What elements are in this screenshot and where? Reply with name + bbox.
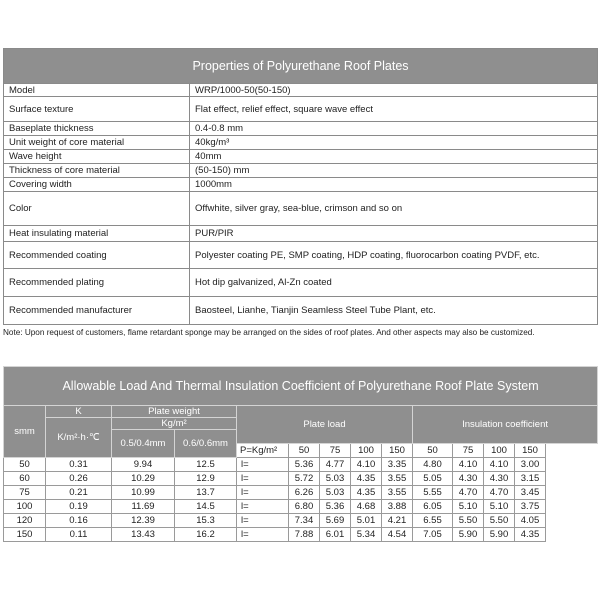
property-row-coating: [4, 242, 598, 269]
cell-ins: 4.30: [484, 472, 515, 486]
property-label: Covering width: [4, 178, 190, 192]
property-label: Model: [4, 84, 190, 97]
properties-table: [3, 48, 598, 325]
cell-ins: 4.10: [484, 458, 515, 472]
property-label: Wave height: [4, 150, 190, 164]
cell-smm: 120: [4, 514, 46, 528]
cell-ins: 5.55: [413, 486, 453, 500]
header-thickness-a: 0.5/0.4mm: [112, 430, 175, 458]
cell-ins: 5.05: [413, 472, 453, 486]
property-row-baseplate-thickness: [4, 122, 598, 136]
cell-weight-a: 10.99: [112, 486, 175, 500]
cell-load: 6.26: [289, 486, 320, 500]
header-k-unit: K/m²·h·℃: [46, 418, 112, 458]
header-p-unit: P=Kg/m²: [237, 444, 289, 458]
load-table-title: Allowable Load And Thermal Insulation Coefficient of Polyurethane Roof Plate System: [4, 367, 598, 406]
cell-k: 0.11: [46, 528, 112, 542]
cell-smm: 60: [4, 472, 46, 486]
cell-load: 5.69: [320, 514, 351, 528]
cell-load: 3.55: [382, 472, 413, 486]
property-row-covering-width: [4, 178, 598, 192]
property-row-wave-height: [4, 150, 598, 164]
cell-ins: 3.15: [515, 472, 546, 486]
cell-load: 3.55: [382, 486, 413, 500]
property-value: 0.4-0.8 mm: [190, 122, 598, 136]
cell-ins: 5.50: [453, 514, 484, 528]
property-label: Color: [4, 192, 190, 226]
cell-ins: 6.55: [413, 514, 453, 528]
property-label: Unit weight of core material: [4, 136, 190, 150]
header-ins-span: 50: [413, 444, 453, 458]
cell-load: 4.10: [351, 458, 382, 472]
table-row: [4, 500, 598, 514]
property-value: (50-150) mm: [190, 164, 598, 178]
properties-title: Properties of Polyurethane Roof Plates: [4, 49, 598, 84]
cell-weight-a: 12.39: [112, 514, 175, 528]
cell-ins: 4.70: [484, 486, 515, 500]
cell-ins: 4.30: [453, 472, 484, 486]
cell-l: l=: [237, 458, 289, 472]
property-row-surface-texture: [4, 97, 598, 122]
property-row-unit-weight: [4, 136, 598, 150]
cell-l: l=: [237, 528, 289, 542]
cell-ins: 5.90: [453, 528, 484, 542]
property-value: WRP/1000-50(50-150): [190, 84, 598, 97]
property-value: 40mm: [190, 150, 598, 164]
property-value: Baosteel, Lianhe, Tianjin Seamless Steel Tube Plant, etc.: [190, 297, 598, 325]
property-value: Flat effect, relief effect, square wave effect: [190, 97, 598, 122]
property-label: Recommended manufacturer: [4, 297, 190, 325]
header-plate-weight-unit: Kg/m²: [112, 418, 237, 430]
cell-load: 3.88: [382, 500, 413, 514]
cell-k: 0.21: [46, 486, 112, 500]
header-load-span: 50: [289, 444, 320, 458]
header-plate-weight: Plate weight: [112, 406, 237, 418]
cell-weight-a: 11.69: [112, 500, 175, 514]
header-thickness-b: 0.6/0.6mm: [175, 430, 237, 458]
cell-load: 5.03: [320, 472, 351, 486]
property-label: Thickness of core material: [4, 164, 190, 178]
cell-smm: 75: [4, 486, 46, 500]
cell-load: 5.36: [320, 500, 351, 514]
cell-load: 5.72: [289, 472, 320, 486]
cell-smm: 50: [4, 458, 46, 472]
cell-ins: 3.00: [515, 458, 546, 472]
cell-load: 4.21: [382, 514, 413, 528]
cell-load: 5.01: [351, 514, 382, 528]
property-value: Hot dip galvanized, Al-Zn coated: [190, 269, 598, 297]
cell-smm: 150: [4, 528, 46, 542]
property-row-core-thickness: [4, 164, 598, 178]
cell-k: 0.26: [46, 472, 112, 486]
cell-l: l=: [237, 486, 289, 500]
property-value: 40kg/m³: [190, 136, 598, 150]
header-plate-load: Plate load: [237, 406, 413, 444]
table-row: [4, 472, 598, 486]
table-row: [4, 458, 598, 472]
cell-ins: 4.35: [515, 528, 546, 542]
cell-load: 3.35: [382, 458, 413, 472]
property-row-color: [4, 192, 598, 226]
cell-ins: 5.50: [484, 514, 515, 528]
cell-ins: 4.10: [453, 458, 484, 472]
cell-load: 4.68: [351, 500, 382, 514]
cell-load: 6.80: [289, 500, 320, 514]
cell-l: l=: [237, 500, 289, 514]
cell-k: 0.31: [46, 458, 112, 472]
header-load-span: 150: [382, 444, 413, 458]
header-smm: smm: [4, 406, 46, 458]
header-ins-span: 100: [484, 444, 515, 458]
cell-l: l=: [237, 472, 289, 486]
header-insulation-coefficient: Insulation coefficient: [413, 406, 598, 444]
cell-load: 4.77: [320, 458, 351, 472]
cell-load: 7.88: [289, 528, 320, 542]
property-label: Recommended coating: [4, 242, 190, 269]
cell-weight-b: 13.7: [175, 486, 237, 500]
cell-ins: 3.45: [515, 486, 546, 500]
cell-ins: 5.10: [453, 500, 484, 514]
cell-k: 0.16: [46, 514, 112, 528]
property-row-model: [4, 84, 598, 97]
cell-l: l=: [237, 514, 289, 528]
property-label: Baseplate thickness: [4, 122, 190, 136]
cell-load: 5.34: [351, 528, 382, 542]
cell-ins: 3.75: [515, 500, 546, 514]
load-table: [3, 366, 598, 542]
cell-load: 5.36: [289, 458, 320, 472]
property-row-manufacturer: [4, 297, 598, 325]
customization-note: Note: Upon request of customers, flame retardant sponge may be arranged on the sides of roof plates. And other aspects may also be customized.: [3, 328, 535, 337]
cell-k: 0.19: [46, 500, 112, 514]
header-ins-span: 75: [453, 444, 484, 458]
cell-weight-b: 12.5: [175, 458, 237, 472]
cell-weight-a: 10.29: [112, 472, 175, 486]
property-label: Surface texture: [4, 97, 190, 122]
property-label: Heat insulating material: [4, 226, 190, 242]
property-value: PUR/PIR: [190, 226, 598, 242]
cell-load: 4.35: [351, 472, 382, 486]
header-load-span: 100: [351, 444, 382, 458]
cell-load: 7.34: [289, 514, 320, 528]
cell-load: 6.01: [320, 528, 351, 542]
cell-smm: 100: [4, 500, 46, 514]
property-row-heat-insulating: [4, 226, 598, 242]
cell-ins: 4.05: [515, 514, 546, 528]
property-value: Offwhite, silver gray, sea-blue, crimson and so on: [190, 192, 598, 226]
cell-ins: 6.05: [413, 500, 453, 514]
table-row: [4, 514, 598, 528]
header-load-span: 75: [320, 444, 351, 458]
cell-weight-b: 15.3: [175, 514, 237, 528]
cell-ins: 4.80: [413, 458, 453, 472]
cell-ins: 4.70: [453, 486, 484, 500]
cell-weight-a: 13.43: [112, 528, 175, 542]
property-value: 1000mm: [190, 178, 598, 192]
cell-load: 4.35: [351, 486, 382, 500]
table-row: [4, 486, 598, 500]
header-k: K: [46, 406, 112, 418]
cell-weight-a: 9.94: [112, 458, 175, 472]
property-label: Recommended plating: [4, 269, 190, 297]
cell-load: 4.54: [382, 528, 413, 542]
cell-load: 5.03: [320, 486, 351, 500]
header-ins-span: 150: [515, 444, 546, 458]
property-row-plating: [4, 269, 598, 297]
table-row: [4, 528, 598, 542]
cell-weight-b: 14.5: [175, 500, 237, 514]
cell-weight-b: 16.2: [175, 528, 237, 542]
cell-ins: 5.90: [484, 528, 515, 542]
cell-ins: 5.10: [484, 500, 515, 514]
cell-weight-b: 12.9: [175, 472, 237, 486]
property-value: Polyester coating PE, SMP coating, HDP coating, fluorocarbon coating PVDF, etc.: [190, 242, 598, 269]
cell-ins: 7.05: [413, 528, 453, 542]
